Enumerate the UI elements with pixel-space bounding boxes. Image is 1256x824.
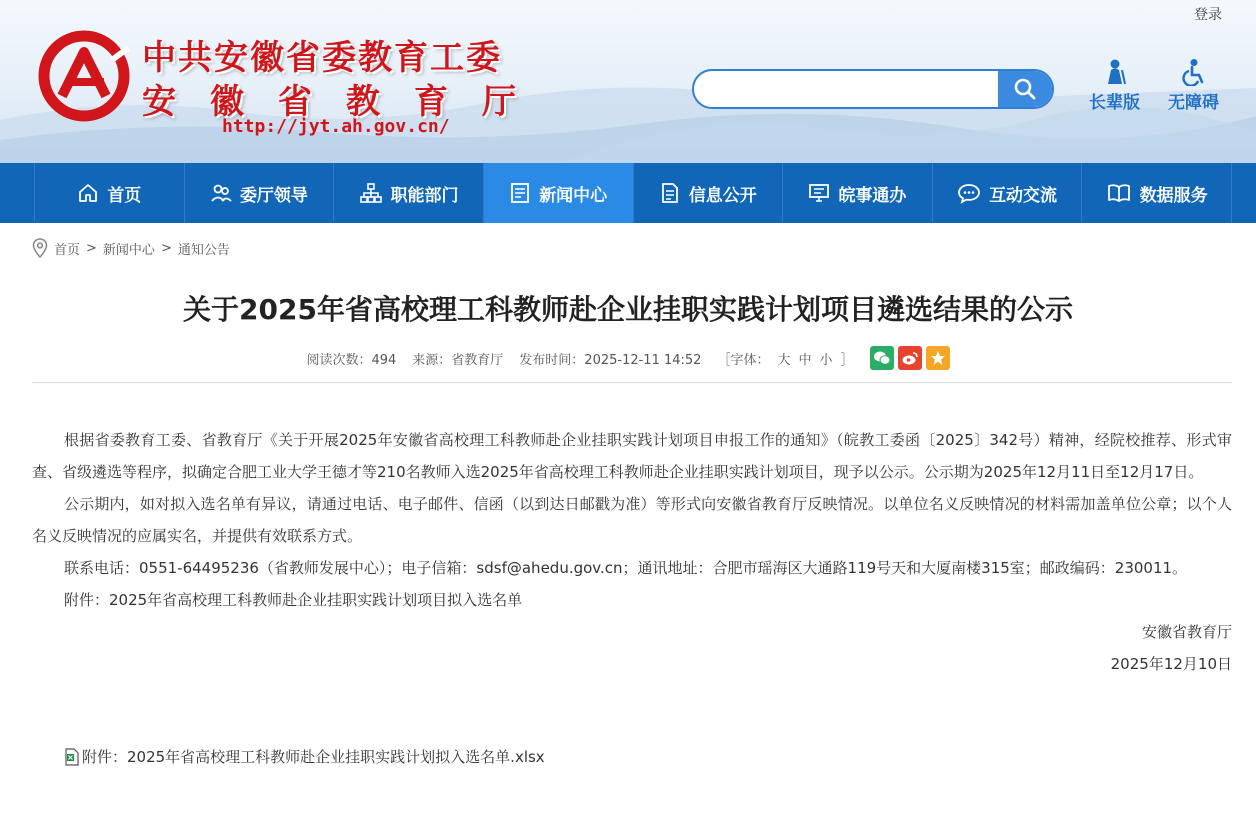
- signature-org: 安徽省教育厅: [1141, 623, 1232, 641]
- divider: [32, 382, 1232, 383]
- article-meta: [0, 346, 1256, 370]
- article-paragraph: 附件：2025年省高校理工科教师赴企业挂职实践计划项目拟入选名单: [64, 591, 523, 609]
- nav-label: 互动交流: [989, 185, 1058, 206]
- org-name-line2: 安徽省教育厅: [142, 82, 550, 122]
- main-nav: [0, 163, 1256, 223]
- favorite-button[interactable]: [926, 346, 950, 370]
- nav-label: 皖事通办: [838, 185, 907, 206]
- font-small-button[interactable]: 小: [819, 352, 833, 368]
- nav-item-interaction[interactable]: [932, 163, 1082, 223]
- article-title: 关于2025年省高校理工科教师赴企业挂职实践计划项目遴选结果的公示: [183, 293, 1073, 326]
- login-link[interactable]: 登录: [1194, 7, 1222, 23]
- nav-label: 委厅领导: [239, 185, 308, 206]
- nav-item-news[interactable]: [483, 163, 633, 223]
- accessibility-icon: [1179, 58, 1209, 86]
- elder-icon: [1100, 58, 1130, 86]
- breadcrumb-home[interactable]: 首页: [54, 242, 81, 258]
- breadcrumb-notices[interactable]: 通知公告: [177, 242, 230, 258]
- breadcrumb-news[interactable]: 新闻中心: [102, 242, 155, 258]
- star-icon: [930, 350, 946, 366]
- attachment-label: 附件：2025年省高校理工科教师赴企业挂职实践计划拟入选名单.xlsx: [82, 748, 545, 766]
- share-wechat-button[interactable]: [870, 346, 894, 370]
- font-size-controls: [717, 349, 853, 368]
- news-icon: [509, 182, 531, 204]
- leaders-icon: [210, 182, 232, 204]
- nav-label: 新闻中心: [539, 185, 608, 206]
- font-size-label: ［字体：: [717, 352, 770, 368]
- breadcrumb: [32, 238, 230, 258]
- accessibility-button[interactable]: [1168, 58, 1219, 113]
- nav-label: 信息公开: [688, 185, 757, 206]
- breadcrumb-separator: >: [86, 240, 97, 256]
- font-medium-button[interactable]: 中: [798, 352, 812, 368]
- article-paragraph: 联系电话：0551-64495236（省教师发展中心）；电子信箱：sdsf@ahedu.gov.cn；通讯地址：合肥市瑶海区大通路119号天和大厦南楼315室；邮政编码：230011。: [64, 559, 1188, 577]
- site-header: [0, 0, 1256, 163]
- share-weibo-button[interactable]: [898, 346, 922, 370]
- nav-item-services[interactable]: [782, 163, 932, 223]
- search-box: [692, 69, 1054, 109]
- wechat-icon: [873, 350, 891, 366]
- share-buttons: [870, 346, 950, 370]
- attachment-link[interactable]: [64, 746, 545, 767]
- nav-label: 首页: [107, 185, 142, 206]
- article-paragraph: 公示期内，如对拟入选名单有异议，请通过电话、电子邮件、信函（以到达日邮戳为准）等形式向安徽省教育厅反映情况。以单位名义反映情况的材料需加盖单位公章；以个人名义反映情况的应属实名，并提供有效联系方式。: [32, 495, 1232, 545]
- nav-label: 职能部门: [390, 185, 459, 206]
- weibo-icon: [901, 350, 919, 366]
- elder-mode-label: 长辈版: [1089, 93, 1140, 113]
- home-icon: [77, 182, 99, 204]
- location-pin-icon: [32, 238, 48, 258]
- logo-emblem[interactable]: [38, 30, 130, 122]
- font-size-label-close: ］: [840, 352, 854, 368]
- site-url: http://jyt.ah.gov.cn/: [222, 116, 450, 137]
- book-icon: [1106, 182, 1132, 204]
- nav-item-data-services[interactable]: [1081, 163, 1232, 223]
- nav-items: [34, 163, 1232, 223]
- nav-item-leaders[interactable]: [184, 163, 334, 223]
- org-chart-icon: [359, 182, 383, 204]
- font-large-button[interactable]: 大: [777, 352, 791, 368]
- chat-icon: [957, 182, 981, 204]
- nav-label: 数据服务: [1139, 185, 1208, 206]
- view-count: 阅读次数：494: [306, 352, 397, 368]
- document-icon: [659, 182, 681, 204]
- article-paragraph: 根据省委教育工委、省教育厅《关于开展2025年安徽省高校理工科教师赴企业挂职实践计划项目申报工作的通知》（皖教工委函〔2025〕342号）精神，经院校推荐、形式审查、省级遴选等程序，拟确定合肥工业大学王德才等210名教师入选2025年省高校理工科教师赴企业挂职实践计划项目，现予以公示。公示期为2025年12月11日至12月17日。: [32, 431, 1232, 481]
- nav-item-home[interactable]: [34, 163, 184, 223]
- breadcrumb-separator: >: [160, 240, 172, 256]
- nav-item-info-disclosure[interactable]: [633, 163, 783, 223]
- publish-time: 发布时间：2025-12-11 14:52: [519, 352, 702, 368]
- accessibility-label: 无障碍: [1168, 93, 1219, 113]
- search-input[interactable]: [694, 71, 1000, 107]
- excel-file-icon: [64, 748, 80, 766]
- search-button[interactable]: [998, 71, 1052, 107]
- monitor-icon: [808, 182, 830, 204]
- elder-mode-button[interactable]: [1089, 58, 1140, 113]
- signature-date: 2025年12月10日: [1110, 655, 1232, 673]
- search-icon: [1013, 77, 1037, 101]
- org-name-line1: 中共安徽省委教育工委: [142, 38, 502, 78]
- nav-item-departments[interactable]: [333, 163, 483, 223]
- article-source: 来源：省教育厅: [412, 352, 504, 368]
- article-body: [32, 424, 1232, 680]
